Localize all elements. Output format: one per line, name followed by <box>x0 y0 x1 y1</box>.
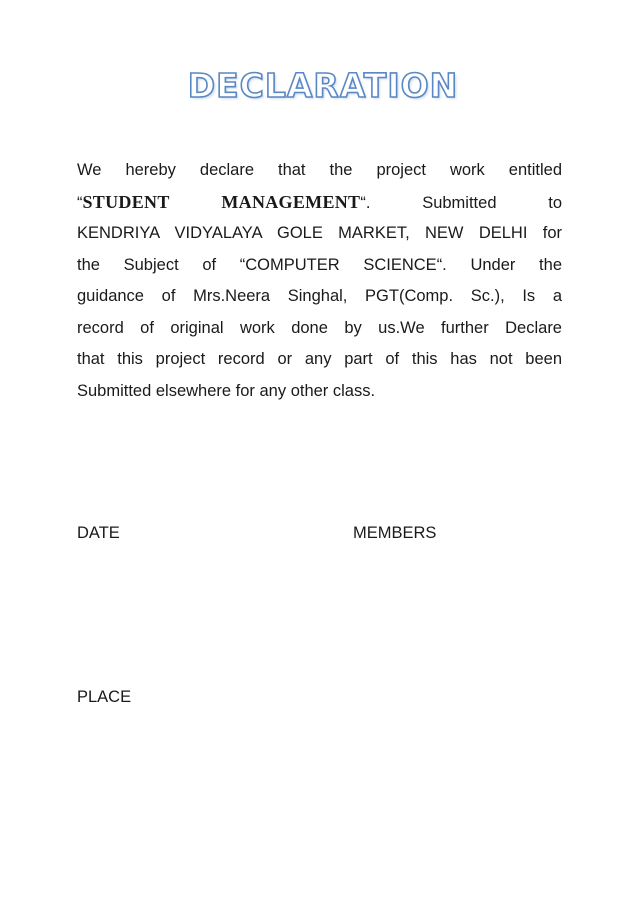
paragraph-word: to <box>548 193 562 212</box>
declaration-paragraph <box>77 155 562 407</box>
project-title-word: STUDENT <box>82 191 170 212</box>
paragraph-line: that this project record or any part of this has not been <box>77 350 562 368</box>
title-container <box>0 66 638 105</box>
page-title: DECLARATION <box>187 66 459 105</box>
paragraph-line: guidance of Mrs.Neera Singhal, PGT(Comp. Sc.), Is a <box>77 287 562 305</box>
project-title-word: MANAGEMENT <box>221 191 361 212</box>
paragraph-line: record of original work done by us.We further Declare <box>77 318 562 337</box>
paragraph-line: Submitted elsewhere for any other class. <box>77 381 376 400</box>
paragraph-line: We hereby declare that the project work entitled <box>77 161 562 179</box>
open-quote: “ <box>77 193 83 212</box>
close-quote: “. <box>360 193 371 212</box>
members-label: MEMBERS <box>353 524 437 542</box>
date-label: DATE <box>77 524 120 542</box>
paragraph-line: the Subject of “COMPUTER SCIENCE“. Under the <box>77 255 562 274</box>
paragraph-word: Submitted <box>422 193 497 212</box>
place-label: PLACE <box>77 688 132 706</box>
paragraph-line-project-title <box>77 187 562 219</box>
paragraph-line: KENDRIYA VIDYALAYA GOLE MARKET, NEW DELHI for <box>77 224 562 242</box>
